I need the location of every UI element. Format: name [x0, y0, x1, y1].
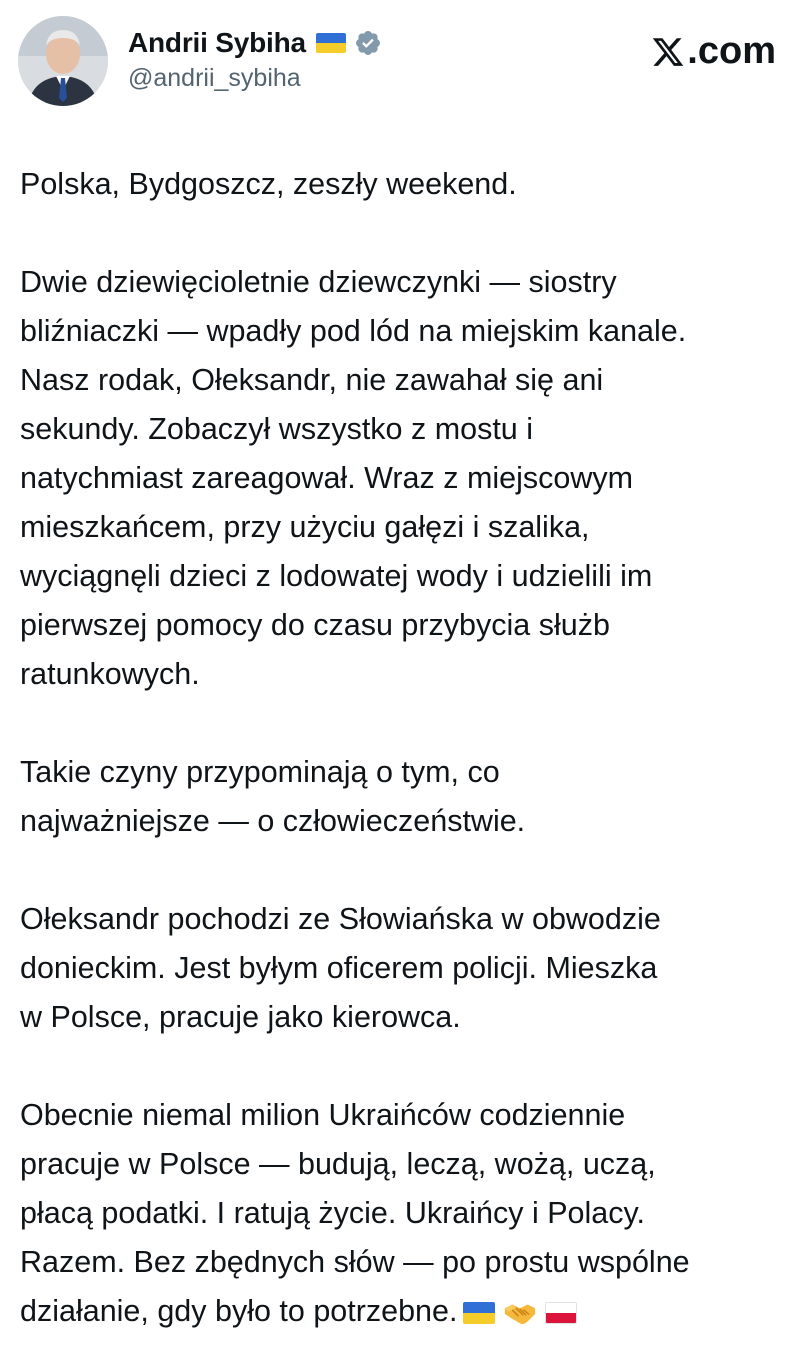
- text-line: działanie, gdy było to potrzebne.: [20, 1294, 458, 1328]
- text-line: najważniejsze — o człowieczeństwie.: [20, 804, 526, 838]
- avatar-image: [18, 16, 108, 106]
- text-line: ratunkowych.: [20, 657, 200, 691]
- text-line: natychmiast zareagował. Wraz z miejscowym: [20, 461, 634, 495]
- author-handle[interactable]: @andrii_sybiha: [128, 64, 301, 92]
- author-identity: [128, 24, 382, 93]
- tweet-header: [18, 14, 782, 110]
- x-logo-icon: [651, 35, 685, 69]
- text-line: donieckim. Jest byłym oficerem policji. Mieszka: [20, 951, 658, 985]
- text-line: bliźniaczki — wpadły pod lód na miejskim kanale.: [20, 314, 687, 348]
- paragraph: [20, 895, 790, 1042]
- text-line: wyciągnęli dzieci z lodowatej wody i udzielili im: [20, 559, 653, 593]
- author-name-row: [128, 24, 382, 62]
- text-line: mieszkańcem, przy użyciu gałęzi i szalika,: [20, 510, 590, 544]
- ukraine-flag-icon: [316, 33, 346, 53]
- x-brand: [651, 30, 776, 73]
- avatar[interactable]: [18, 16, 108, 106]
- text-line-last: [20, 1287, 790, 1336]
- handshake-icon: [503, 1298, 537, 1328]
- ukraine-flag-icon: [463, 1302, 495, 1324]
- text-line: Razem. Bez zbędnych słów — po prostu wspólne: [20, 1245, 690, 1279]
- text-line: Obecnie niemal milion Ukraińców codziennie: [20, 1098, 626, 1132]
- paragraph: [20, 1091, 790, 1336]
- poland-flag-icon: [545, 1302, 577, 1324]
- brand-text: .com: [687, 30, 776, 72]
- emoji-row: [463, 1298, 577, 1328]
- text-line: Takie czyny przypominają o tym, co: [20, 755, 500, 789]
- text-line: płacą podatki. I ratują życie. Ukraińcy i Polacy.: [20, 1196, 645, 1230]
- paragraph: [20, 258, 790, 699]
- paragraph: [20, 748, 790, 846]
- text-line: Nasz rodak, Ołeksandr, nie zawahał się ani: [20, 363, 604, 397]
- text-line: Polska, Bydgoszcz, zeszły weekend.: [20, 167, 517, 201]
- text-line: Ołeksandr pochodzi ze Słowiańska w obwodzie: [20, 902, 661, 936]
- text-line: sekundy. Zobaczył wszystko z mostu i: [20, 412, 534, 446]
- text-line: w Polsce, pracuje jako kierowca.: [20, 1000, 461, 1034]
- verified-badge-icon[interactable]: [354, 29, 382, 57]
- text-line: pierwszej pomocy do czasu przybycia służb: [20, 608, 610, 642]
- text-line: Dwie dziewięcioletnie dziewczynki — siostry: [20, 265, 617, 299]
- author-display-name[interactable]: Andrii Sybiha: [128, 27, 306, 58]
- tweet-text: [20, 160, 790, 1336]
- text-line: pracuje w Polsce — budują, leczą, wożą, uczą,: [20, 1147, 656, 1181]
- paragraph: [20, 160, 790, 209]
